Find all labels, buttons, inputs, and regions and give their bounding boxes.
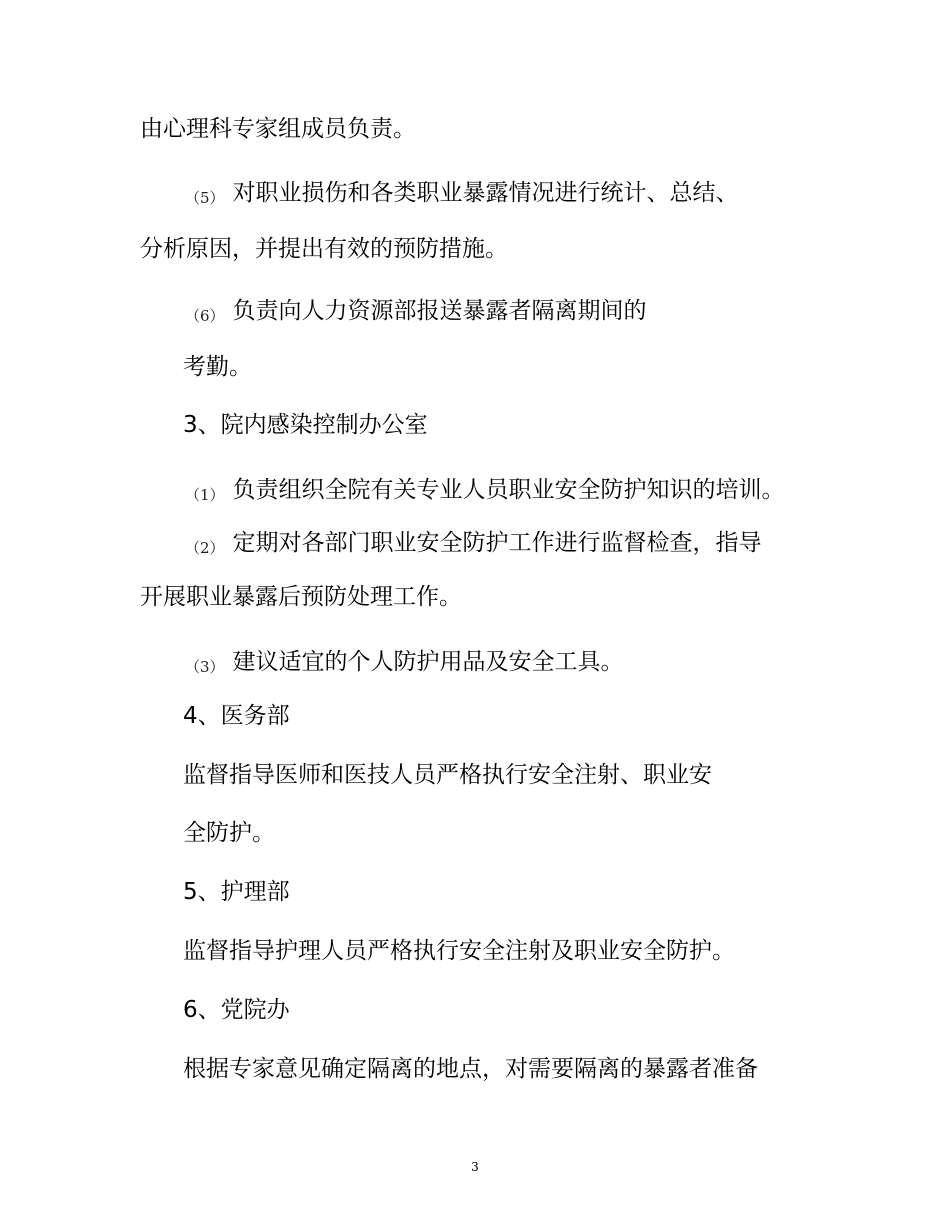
line-text: 开展职业暴露后预防处理工作。: [140, 584, 462, 610]
line-text: 负责向人力资源部报送暴露者隔离期间的: [232, 298, 647, 324]
item-number: （6）: [185, 307, 225, 325]
section-heading: [183, 701, 290, 731]
list-item: [185, 528, 762, 560]
line-text: 由心理科专家组成员负责。: [140, 116, 416, 142]
item-number: （2）: [185, 539, 225, 557]
line-text: 监督指导护理人员严格执行安全注射及职业安全防护。: [183, 938, 735, 964]
line-text: 定期对各部门职业安全防护工作进行监督检查，指导: [232, 530, 762, 556]
item-number: （1）: [185, 486, 225, 504]
text-line: [183, 352, 252, 382]
line-text: 监督指导医师和医技人员严格执行安全注射、职业安: [183, 762, 712, 788]
section-heading: [183, 410, 428, 440]
line-text: 分析原因，并提出有效的预防措施。: [140, 236, 508, 262]
list-item: [185, 178, 739, 210]
line-text: 负责组织全院有关专业人员职业安全防护知识的培训。: [232, 477, 785, 503]
section-heading: [183, 995, 290, 1025]
section-heading: [183, 877, 290, 907]
text-line: [140, 582, 462, 612]
text-line: [183, 936, 735, 966]
text-line: [183, 818, 275, 848]
line-text: 对职业损伤和各类职业暴露情况进行统计、总结、: [232, 180, 739, 206]
line-text: 根据专家意见确定隔离的地点，对需要隔离的暴露者准备: [183, 1056, 758, 1082]
line-text: 全防护。: [183, 820, 275, 846]
item-number: （5）: [185, 189, 225, 207]
page-number: 3: [471, 1160, 479, 1174]
line-text: 6、党院办: [183, 997, 290, 1023]
list-item: [185, 647, 624, 679]
line-text: 考勤。: [183, 354, 252, 380]
text-line: [183, 760, 712, 790]
text-line: [183, 1054, 758, 1084]
line-text: 3、院内感染控制办公室: [183, 412, 428, 438]
line-text: 4、医务部: [183, 703, 290, 729]
item-number: （3）: [185, 658, 225, 676]
line-text: 建议适宜的个人防护用品及安全工具。: [232, 649, 624, 675]
list-item: [185, 296, 647, 328]
text-line: [140, 114, 416, 144]
list-item: [185, 475, 785, 507]
line-text: 5、护理部: [183, 879, 290, 905]
text-line: [140, 234, 508, 264]
